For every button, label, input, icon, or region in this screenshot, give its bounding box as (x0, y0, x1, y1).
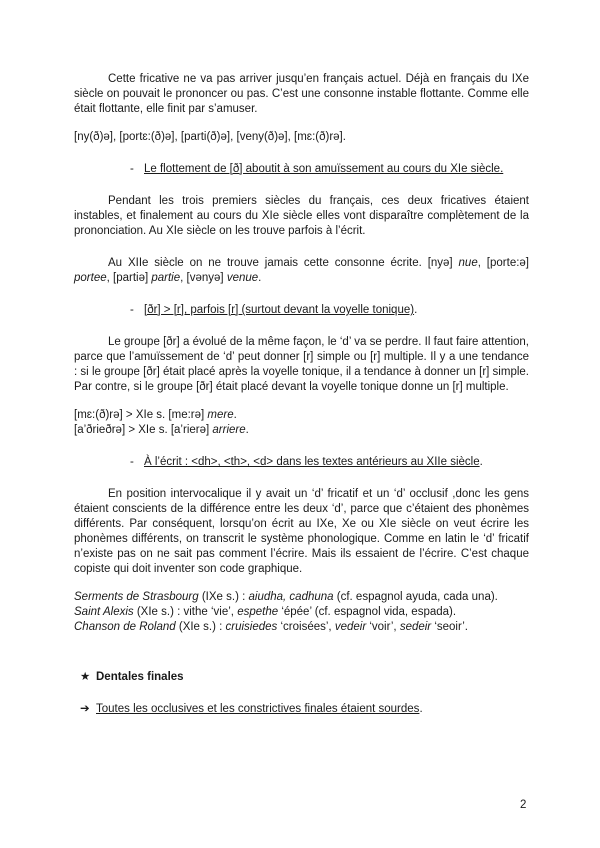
transcription-examples: [ny(ð)ə], [portɛ:(ð)ə], [parti(ð)ə], [veny(ð)ə], [mɛ:(ð)rə]. (74, 131, 346, 143)
example-line-2: [a’ðrieðrə] > XIe s. [a’rierə] arriere. (74, 424, 249, 436)
arrow-text: Toutes les occlusives et les constrictives finales étaient sourdes (96, 703, 420, 715)
reference-roland: Chanson de Roland (XIe s.) : cruisiedes ‘croisées’, vedeir ‘voir’, sedeir ‘seoir’. (74, 621, 468, 633)
page-content (74, 72, 529, 717)
star-icon: ★ (80, 671, 91, 683)
section-heading (74, 670, 529, 685)
bullet-text: [ðr] > [r], parfois [r] (surtout devant la voyelle tonique) (144, 304, 415, 316)
bullet-text: À l’écrit : <dh>, <th>, <d> dans les textes antérieurs au XIIe siècle (144, 456, 480, 468)
arrow-right-icon: ➔ (80, 703, 90, 715)
paragraph-5: En position intervocalique il y avait un ‘d’ fricatif et un ‘d’ occlusif ,donc les gens étaient conscients de la différence entre les deux ‘d’, parce que c’étaient des phonèmes différents. Par conséquent, lorsqu’on écrit au IXe, Xe ou XIe siècle on veut écrire les phonèmes différents, on transcrit le système phonologique. Comme en latin le ‘d’ fricatif n’existe pas on ne sait pas comment l’écrire. Mais ils essaient de l’écrire. C’est chaque copiste qui doit inventer son code graphique. (74, 488, 529, 575)
bullet-text: Le flottement de [ð] aboutit à son amuïssement au cours du XIe siècle. (144, 163, 504, 175)
bullet-dr-group: - [ðr] > [r], parfois [r] (surtout devant la voyelle tonique). (130, 304, 418, 316)
reference-strasbourg: Serments de Strasbourg (IXe s.) : aiudha, cadhuna (cf. espagnol ayuda, cada una). (74, 591, 498, 603)
reference-alexis: Saint Alexis (XIe s.) : vithe ‘vie’, espethe ‘épée’ (cf. espagnol vida, espada). (74, 606, 457, 618)
arrow-statement: ➔ Toutes les occlusives et les constrictives finales étaient sourdes. (80, 703, 423, 715)
section-title: Dentales finales (96, 671, 184, 683)
dash-bullet: - (130, 304, 134, 316)
paragraph-2: Pendant les trois premiers siècles du français, ces deux fricatives étaient instables, et finalement au cours du XIe siècle elles vont disparaître complètement de la prononciation. Au XIe siècle on les trouve parfois à l’écrit. (74, 195, 529, 237)
dash-bullet: - (130, 163, 134, 175)
paragraph-3: Au XIIe siècle on ne trouve jamais cette consonne écrite. [nyə] nue, [porte:ə] portee, [partiə] partie, [vənyə] venue. (74, 257, 529, 284)
paragraph-1: Cette fricative ne va pas arriver jusqu’en français actuel. Déjà en français du IXe siècle on pouvait le prononcer ou pas. C’est une consonne instable flottante. Comme elle était flottante, elle finit par s’amuser. (74, 73, 529, 115)
paragraph-4: Le groupe [ðr] a évolué de la même façon, le ‘d’ va se perdre. Il faut faire attention, parce que l’amuïssement de ‘d’ peut donner [r] simple ou [r] multiple. Il y a une tendance : si le groupe [ðr] était placé après la voyelle tonique, il a tendance à donner un [r] simple. Par contre, si le groupe [ðr] était placé devant la voyelle tonique donne un [r] multiple. (74, 336, 529, 393)
dash-bullet: - (130, 456, 134, 468)
example-line-1: [mɛ:(ð)rə] > XIe s. [me:rə] mere. (74, 409, 237, 421)
page-number: 2 (520, 799, 527, 811)
bullet-ecrit: - À l’écrit : <dh>, <th>, <d> dans les textes antérieurs au XIIe siècle. (130, 456, 483, 468)
bullet-flottement (74, 162, 529, 177)
